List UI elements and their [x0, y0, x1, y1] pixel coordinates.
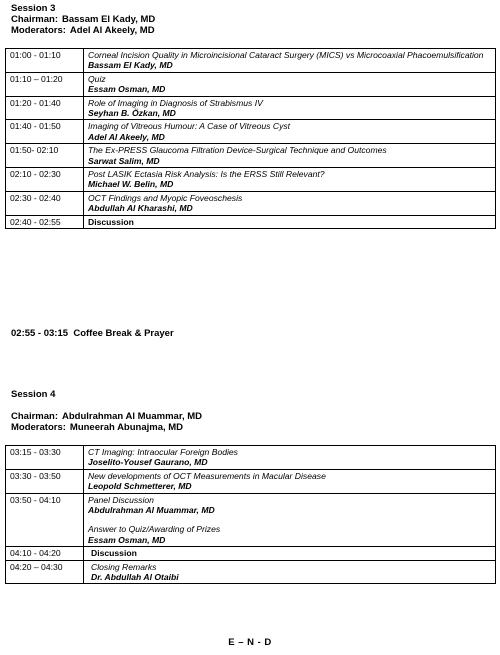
moderators-label: Moderators:: [11, 25, 66, 36]
talk-cell: [84, 469, 496, 493]
discussion-label: Discussion: [88, 216, 134, 227]
speaker-name: Dr. Abdullah Al Otaibi: [91, 572, 179, 583]
moderators-name: Adel Al Akeely, MD: [69, 25, 155, 36]
talk-title: Panel Discussion: [88, 494, 154, 505]
table-row: [6, 547, 496, 560]
time-cell: 02:10 - 02:30: [6, 168, 84, 192]
talk-cell: [84, 547, 496, 560]
talk-cell: [84, 168, 496, 192]
table-row: [6, 469, 496, 493]
moderators-name: Muneerah Abunajma, MD: [69, 422, 184, 433]
talk-cell: [84, 96, 496, 120]
table-row: [6, 493, 496, 547]
time-cell: 03:15 - 03:30: [6, 446, 84, 470]
coffee-break-time: 02:55 - 03:15: [11, 328, 69, 339]
session4-moderators-line: [11, 422, 183, 433]
talk-title: Role of Imaging in Diagnosis of Strabismus IV: [88, 97, 263, 108]
talk-cell: [84, 493, 496, 547]
time-cell: 02:40 - 02:55: [6, 215, 84, 228]
time-cell: 04:20 – 04:30: [6, 560, 84, 584]
session3-schedule-table: [5, 48, 496, 229]
time-cell: 01:20 - 01:40: [6, 96, 84, 120]
speaker-name: Leopold Schmetterer, MD: [88, 481, 192, 492]
speaker-name: Essam Osman, MD: [88, 84, 166, 95]
spacer: [88, 515, 491, 524]
speaker-name: Seyhan B. Özkan, MD: [88, 108, 176, 119]
talk-cell: [84, 560, 496, 584]
talk-cell: [84, 215, 496, 228]
table-row: [6, 168, 496, 192]
session3-chairman-line: [11, 14, 155, 25]
table-row: [6, 144, 496, 168]
chairman-label: Chairman:: [11, 14, 58, 25]
table-row: [6, 191, 496, 215]
coffee-break-label: Coffee Break & Prayer: [73, 328, 174, 339]
speaker-name: Abdulrahman Al Muammar, MD: [88, 505, 215, 516]
speaker-name: Abdullah Al Kharashi, MD: [88, 203, 193, 214]
table-row: [6, 96, 496, 120]
talk-title: CT Imaging: Intraocular Foreign Bodies: [88, 447, 238, 457]
speaker-name: Adel Al Akeely, MD: [88, 131, 165, 142]
time-cell: 03:30 - 03:50: [6, 469, 84, 493]
talk-title: The Ex-PRESS Glaucoma Filtration Device-Surgical Technique and Outcomes: [88, 145, 387, 156]
session4-title: Session 4: [11, 389, 56, 400]
speaker-name: Bassam El Kady, MD: [88, 60, 173, 71]
session3-title: Session 3: [11, 3, 56, 14]
talk-title: Imaging of Vitreous Humour: A Case of Vitreous Cyst: [88, 121, 291, 132]
table-row: [6, 49, 496, 73]
moderators-label: Moderators:: [11, 422, 66, 433]
speaker-name: Essam Osman, MD: [88, 534, 166, 545]
speaker-name: Michael W. Belin, MD: [88, 179, 174, 190]
table-row: [6, 446, 496, 470]
session4-chairman-line: [11, 411, 202, 422]
talk-title: New developments of OCT Measurements in Macular Disease: [88, 470, 326, 481]
time-cell: 01:10 – 01:20: [6, 72, 84, 96]
chairman-name: Abdulrahman Al Muammar, MD: [61, 411, 203, 422]
table-row: [6, 72, 496, 96]
talk-cell: [84, 49, 496, 73]
discussion-label: Discussion: [91, 548, 137, 559]
talk-cell: [84, 72, 496, 96]
talk-title: Quiz: [88, 73, 106, 84]
time-cell: 01:00 - 01:10: [6, 49, 84, 73]
table-row: [6, 215, 496, 228]
session3-moderators-line: [11, 25, 155, 36]
talk-cell: [84, 120, 496, 144]
talk-title: Closing Remarks: [91, 561, 157, 572]
time-cell: 02:30 - 02:40: [6, 191, 84, 215]
talk-cell: [84, 446, 496, 470]
time-cell: 01:50- 02:10: [6, 144, 84, 168]
time-cell: 01:40 - 01:50: [6, 120, 84, 144]
talk-cell: [84, 144, 496, 168]
chairman-label: Chairman:: [11, 411, 58, 422]
talk-cell: [84, 191, 496, 215]
speaker-name: Sarwat Salim, MD: [88, 155, 160, 166]
table-row: [6, 560, 496, 584]
time-cell: 04:10 - 04:20: [6, 547, 84, 560]
session4-schedule-table: [5, 445, 496, 584]
chairman-name: Bassam El Kady, MD: [61, 14, 156, 25]
talk-title: Answer to Quiz/Awarding of Prizes: [88, 524, 221, 535]
talk-title: OCT Findings and Myopic Foveoschesis: [88, 192, 243, 203]
end-marker: E – N - D: [228, 637, 272, 648]
coffee-break-line: [11, 328, 174, 339]
table-row: [6, 120, 496, 144]
time-cell: 03:50 - 04:10: [6, 493, 84, 547]
speaker-name: Joselito-Yousef Gaurano, MD: [88, 457, 208, 468]
talk-title: Corneal Incision Quality in Microincisional Cataract Surgery (MICS) vs Microcoaxial Phacoemulsification: [88, 50, 484, 60]
talk-title: Post LASIK Ectasia Risk Analysis: Is the ERSS Still Relevant?: [88, 169, 325, 180]
